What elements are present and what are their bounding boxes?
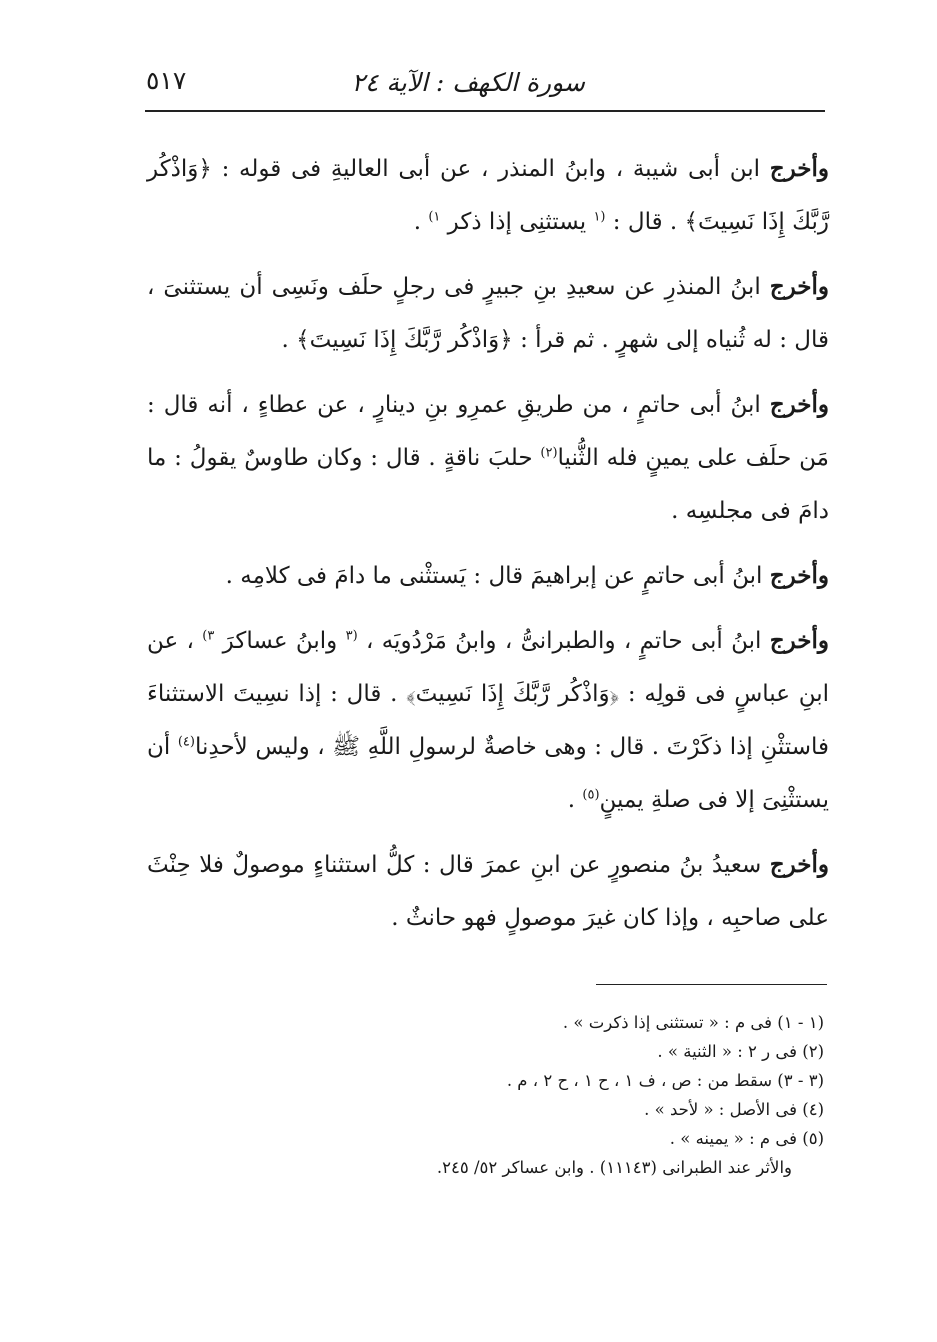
footnote: (١ - ١) فى م : « تستثنى إذا ذكرت » . — [562, 1013, 824, 1032]
paragraph-lead: وأخرج — [769, 627, 830, 654]
footnote-marker: ١) — [428, 209, 441, 225]
text-segment: . — [567, 787, 583, 813]
main-text — [147, 142, 829, 956]
footnotes — [147, 1008, 824, 1182]
text-segment: ابنُ أبى حاتمٍ عن إبراهيمَ قال : يَستثْنى ما دامَ فى كلامِه . — [225, 563, 763, 589]
text-segment: ابن أبى شيبة ، وابنُ المنذر ، عن أبى العاليةِ فى قوله : — [211, 156, 761, 182]
paragraph-6 — [147, 838, 829, 945]
footnote-marker: (٣ — [345, 628, 358, 644]
footnote-marker: ٣) — [202, 628, 215, 644]
header-rule — [145, 110, 825, 112]
footnote: (٥) فى م : « يمينه » . — [669, 1129, 824, 1148]
text-segment: حلبَ ناقةٍ . قال : وكان طاوسٌ يقولُ : ما دامَ فى مجلسِه . — [147, 445, 829, 524]
page-number: ٥١٧ — [146, 66, 187, 95]
footnote-marker: (٢) — [540, 445, 558, 461]
text-segment: يستثنِى إذا ذكر — [440, 209, 594, 235]
paragraph-lead: وأخرج — [769, 391, 829, 418]
text-segment: ابنُ أبى حاتمٍ ، والطبرانىُّ ، وابنُ مَرْدُويَه ، — [357, 628, 762, 654]
footnote: (٢) فى ر ٢ : « الثنية » . — [657, 1042, 824, 1061]
paragraph-3 — [147, 378, 829, 538]
quran-quote: ﴿وَاذْكُر رَّبَّكَ إِذَا نَسِيتَ﴾ — [406, 681, 620, 707]
paragraph-2 — [147, 260, 829, 367]
running-header — [143, 62, 825, 102]
footnote-marker: (١ — [593, 209, 606, 225]
paragraph-lead: وأخرج — [769, 273, 829, 300]
text-segment: أن يستثْنِىَ إلا فى صلةِ يمينٍ — [147, 734, 829, 813]
footnote-rule — [596, 984, 827, 985]
chapter-title: سورة الكهف : الآية ٢٤ — [351, 68, 585, 97]
paragraph-lead: وأخرج — [769, 851, 829, 878]
paragraph-lead: وأخرج — [769, 155, 829, 182]
footnote-marker: (٤) — [177, 734, 195, 750]
footnote: (٤) فى الأصل : « لأحد » . — [644, 1100, 824, 1119]
text-segment: ، عن ابنِ عباسٍ فى قولِه : — [147, 628, 830, 707]
quran-quote: ﴿وَاذْكُر رَّبَّكَ إِذَا نَسِيتَ﴾ — [147, 156, 829, 235]
paragraph-5 — [147, 614, 829, 827]
text-segment: ابنُ المنذرِ عن سعيدِ بنِ جبيرٍ فى رجلٍ حلَف ونَسِى أن يستثنىَ ، قال : له ثُنياه إلى شهرٍ . ثم قرأ : — [147, 274, 829, 353]
text-segment: . — [281, 327, 297, 353]
text-segment: . قال : إذا نسِيتَ الاستثناءَ فاستثْنِ إذا ذكَرْتَ . قال : وهى خاصةٌ لرسولِ اللَّهِ ﷺ ، وليس لأحدِنا — [147, 681, 829, 760]
text-segment: وابنُ عساكرَ — [214, 628, 346, 654]
text-segment: سعيدُ بنُ منصورٍ عن ابنِ عمرَ قال : كلُّ استثناءٍ موصولٌ فلا حِنْثَ على صاحبِه ، وإذا كان غيرَ موصولٍ فهو حانثٌ . — [147, 852, 829, 931]
text-segment: . — [413, 209, 429, 235]
footnote-marker: (٥) — [582, 787, 600, 803]
text-segment: . قال : — [605, 209, 685, 235]
quran-quote: ﴿وَاذْكُر رَّبَّكَ إِذَا نَسِيتَ﴾ — [296, 327, 513, 353]
text-segment: ابنُ أبى حاتمٍ ، من طريقِ عمرِو بنِ دينارٍ ، عن عطاءٍ ، أنه قال : مَن حلَف على يمينٍ فله الثُّنيا — [147, 392, 829, 471]
footnote: (٣ - ٣) سقط من : ص ، ف ١ ، ح ١ ، ح ٢ ، م . — [506, 1071, 824, 1090]
paragraph-lead: وأخرج — [769, 562, 829, 589]
paragraph-1 — [147, 142, 829, 249]
paragraph-4 — [147, 549, 829, 603]
source-note: والأثر عند الطبرانى (١١١٤٣) . وابن عساكر ٥٢/ ٢٤٥. — [436, 1158, 792, 1177]
